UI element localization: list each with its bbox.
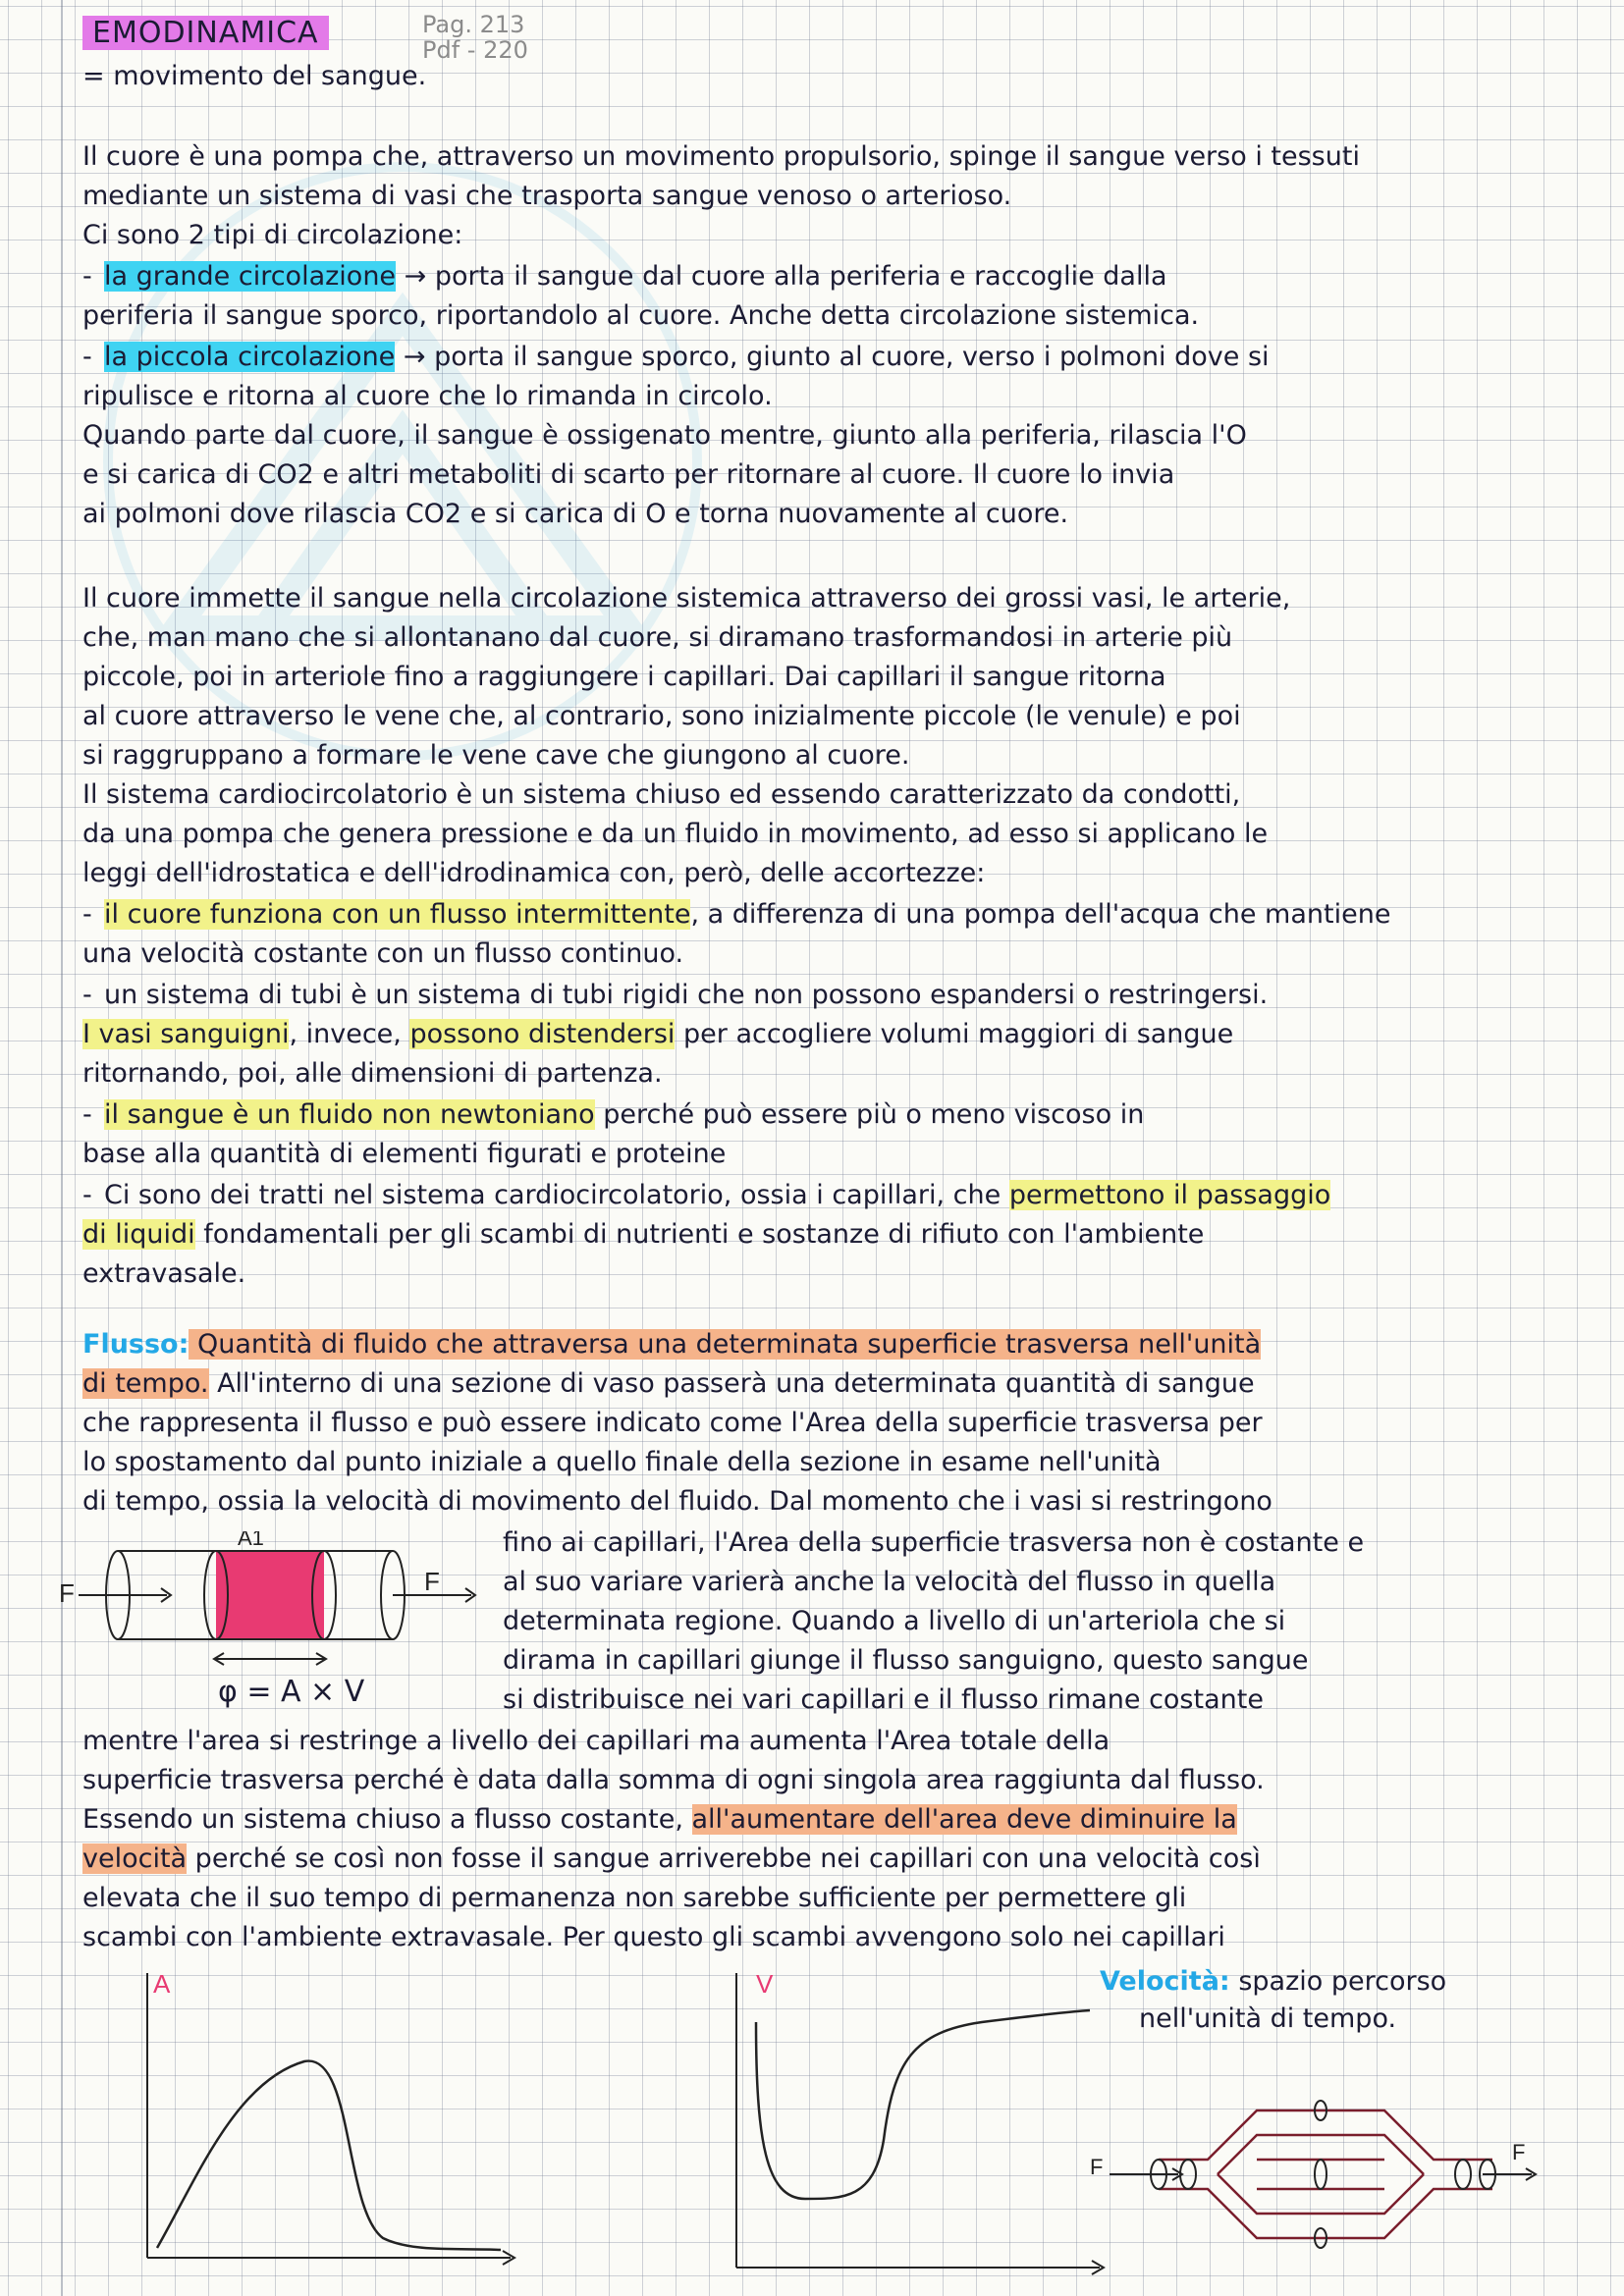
bullet-2-line2: I vasi sanguigni, invece, possono distendersi per accogliere volumi maggiori di sangue	[82, 1019, 1234, 1049]
capillary-branching-diagram	[1090, 2081, 1551, 2268]
subtitle: = movimento del sangue.	[82, 61, 427, 91]
bullet-1: - il cuore funziona con un flusso intermittente, a differenza di una pompa dell'acqua che mantiene	[82, 899, 1391, 930]
big-circulation-text: → porta il sangue dal cuore alla periferia e raccoglie dalla	[396, 261, 1167, 292]
flusso-velocita-line: velocità perché se così non fosse il sangue arriverebbe nei capillari con una velocità così	[82, 1843, 1261, 1874]
flow-tube-diagram	[59, 1531, 491, 1679]
branch-right-label: F	[1512, 2140, 1526, 2164]
flusso-line: che rappresenta il flusso e può essere indicato come l'Area della superficie trasversa per	[82, 1408, 1263, 1438]
velocita-label: Velocità:	[1100, 1966, 1230, 1997]
flusso-tail-line: scambi con l'ambiente extravasale. Per questo gli scambi avvengono solo nei capillari	[82, 1922, 1225, 1952]
area-label: A1	[238, 1531, 264, 1550]
flusso-tail-line: elevata che il suo tempo di permanenza non sarebbe sufficiente per permettere gli	[82, 1883, 1187, 1913]
para2-line: ai polmoni dove rilascia CO2 e si carica di O e torna nuovamente al cuore.	[82, 499, 1069, 529]
bullet-3: - il sangue è un fluido non newtoniano perché può essere più o meno viscoso in	[82, 1099, 1145, 1130]
para3-line: da una pompa che genera pressione e da un fluido in movimento, ad esso si applicano le	[82, 819, 1269, 849]
flusso-definition: Flusso: Quantità di fluido che attraversa una determinata superficie trasversa nell'unità	[82, 1329, 1262, 1360]
velocity-curve	[756, 2010, 1090, 2199]
flow-right-label: F	[424, 1567, 440, 1596]
area-graph-label: A	[153, 1969, 171, 1999]
bullet-4-line3: extravasale.	[82, 1258, 246, 1289]
flusso-full-line: mentre l'area si restringe a livello dei capillari ma aumenta l'Area totale della	[82, 1726, 1110, 1756]
bullet-1-line2: una velocità costante con un flusso continuo.	[82, 938, 684, 969]
flow-formula: φ = A × V	[218, 1675, 365, 1709]
bullet-4-line2: di liquidi fondamentali per gli scambi di nutrienti e sostanze di rifiuto con l'ambiente	[82, 1219, 1205, 1250]
para1-line: Il cuore è una pompa che, attraverso un movimento propulsorio, spinge il sangue verso i tessuti	[82, 141, 1360, 172]
small-circulation-label: la piccola circolazione	[104, 342, 396, 372]
bullet-3-line2: base alla quantità di elementi figurati e proteine	[82, 1139, 727, 1169]
flusso-full-line: superficie trasversa perché è data dalla somma di ogni singola area raggiunta dal flusso.	[82, 1765, 1265, 1795]
flusso-side-line: determinata regione. Quando a livello di un'arteriola che si	[503, 1606, 1286, 1636]
velocity-graph	[727, 1963, 1119, 2287]
flusso-full-line: Essendo un sistema chiuso a flusso costante, all'aumentare dell'area deve diminuire la	[82, 1804, 1237, 1835]
small-circulation-text: → porta il sangue sporco, giunto al cuore, verso i polmoni dove si	[395, 342, 1270, 372]
branch-left-label: F	[1090, 2155, 1104, 2179]
para3-line: Il cuore immette il sangue nella circolazione sistemica attraverso dei grossi vasi, le arterie,	[82, 583, 1291, 614]
para2-line: e si carica di CO2 e altri metaboliti di scarto per ritornare al cuore. Il cuore lo invia	[82, 459, 1175, 490]
para3-line: che, man mano che si allontanano dal cuore, si diramano trasformandosi in arterie più	[82, 622, 1233, 653]
area-curve	[157, 2061, 501, 2250]
flusso-label: Flusso:	[82, 1329, 189, 1360]
small-circulation-line2: ripulisce e ritorna al cuore che lo rimanda in circolo.	[82, 381, 773, 411]
flusso-line: lo spostamento dal punto iniziale a quello finale della sezione in esame nell'unità	[82, 1447, 1162, 1477]
para1-line: mediante un sistema di vasi che trasporta sangue venoso o arterioso.	[82, 181, 1012, 211]
page-title: EMODINAMICA	[82, 16, 329, 50]
tube-section-fill	[216, 1551, 324, 1639]
big-circulation-label: la grande circolazione	[104, 261, 397, 292]
velocita-line2: nell'unità di tempo.	[1139, 2003, 1397, 2034]
para3-line: si raggruppano a formare le vene cave che giungono al cuore.	[82, 740, 910, 771]
para1-line: Ci sono 2 tipi di circolazione:	[82, 220, 463, 250]
page-reference: Pag. 213 Pdf - 220	[422, 11, 528, 64]
bullet-4: - Ci sono dei tratti nel sistema cardiocircolatorio, ossia i capillari, che permettono il passaggio	[82, 1180, 1331, 1210]
flusso-side-line: si distribuisce nei vari capillari e il flusso rimane costante	[503, 1684, 1264, 1715]
flusso-side-line: al suo variare varierà anche la velocità del flusso in quella	[503, 1567, 1276, 1597]
para3-line: Il sistema cardiocircolatorio è un sistema chiuso ed essendo caratterizzato da condotti,	[82, 779, 1241, 810]
flusso-line: di tempo, ossia la velocità di movimento del fluido. Dal momento che i vasi si restringono	[82, 1486, 1272, 1517]
big-circulation-line: - la grande circolazione → porta il sangue dal cuore alla periferia e raccoglie dalla	[82, 261, 1167, 292]
para3-line: leggi dell'idrostatica e dell'idrodinamica con, però, delle accortezze:	[82, 858, 986, 888]
area-graph	[137, 1963, 530, 2277]
bullet-2-line3: ritornando, poi, alle dimensioni di partenza.	[82, 1058, 663, 1089]
big-circulation-line2: periferia il sangue sporco, riportandolo al cuore. Anche detta circolazione sistemica.	[82, 300, 1200, 331]
velocity-graph-label: V	[756, 1969, 774, 1999]
velocita-definition: Velocità: spazio percorso	[1100, 1966, 1447, 1997]
para3-line: piccole, poi in arteriole fino a raggiungere i capillari. Dai capillari il sangue ritorna	[82, 662, 1166, 692]
para2-line: Quando parte dal cuore, il sangue è ossigenato mentre, giunto alla periferia, rilascia l'O	[82, 420, 1247, 451]
bullet-2: - un sistema di tubi è un sistema di tubi rigidi che non possono espandersi o restringersi.	[82, 980, 1269, 1010]
flusso-side-line: dirama in capillari giunge il flusso sanguigno, questo sangue	[503, 1645, 1309, 1676]
flusso-side-line: fino ai capillari, l'Area della superficie trasversa non è costante e	[503, 1527, 1365, 1558]
small-circulation-line: - la piccola circolazione → porta il sangue sporco, giunto al cuore, verso i polmoni dove si	[82, 342, 1270, 372]
flusso-line2: di tempo. All'interno di una sezione di vaso passerà una determinata quantità di sangue	[82, 1368, 1255, 1399]
flow-left-label: F	[59, 1578, 75, 1608]
para3-line: al cuore attraverso le vene che, al contrario, sono inizialmente piccole (le venule) e poi	[82, 701, 1241, 731]
